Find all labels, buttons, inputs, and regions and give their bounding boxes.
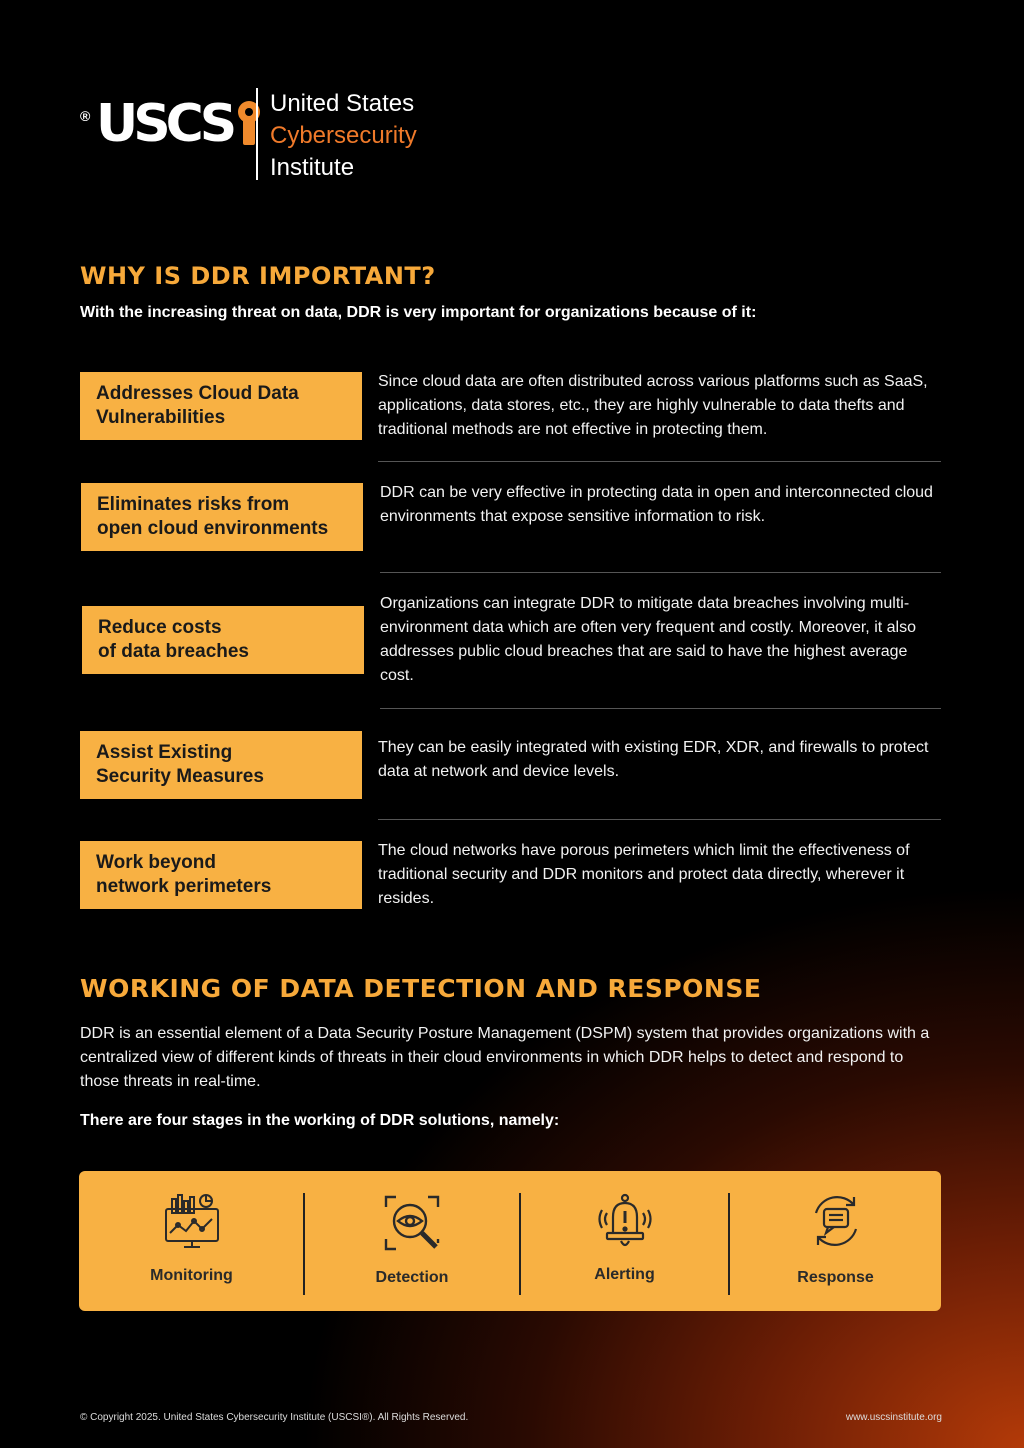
stage-alerting <box>521 1171 728 1311</box>
stage-monitoring <box>79 1171 304 1311</box>
row-divider <box>380 572 941 573</box>
stages-intro: There are four stages in the working of DDR solutions, namely: <box>80 1112 560 1129</box>
why-row-title-line: of data breaches <box>98 641 249 662</box>
stage-label: Alerting <box>594 1266 655 1283</box>
response-cycle-icon <box>806 1191 866 1251</box>
why-row-title-line: Eliminates risks from <box>97 494 290 515</box>
logo-mark <box>96 94 260 154</box>
stage-label: Response <box>797 1269 874 1286</box>
working-heading: WORKING OF DATA DETECTION AND RESPONSE <box>80 974 762 1003</box>
stage-label: Monitoring <box>150 1267 233 1284</box>
why-row-title-line: network perimeters <box>96 876 272 897</box>
row-divider <box>378 461 941 462</box>
row-divider <box>380 708 941 709</box>
working-paragraph: DDR is an essential element of a Data Security Posture Management (DSPM) system that provides organizations with a centralized view of different kinds of threats in their cloud environments in which DDR helps to detect and respond to those threats in real-time. <box>80 1025 930 1090</box>
footer-url[interactable]: www.uscsinstitute.org <box>845 1412 942 1423</box>
logo-line-1: United States <box>270 90 415 117</box>
why-row-text: Organizations can integrate DDR to mitigate data breaches involving multi-environment data which are often very frequent and costly. Moreover, it also addresses public cloud breaches that are said to have the highest average cost. <box>380 595 916 684</box>
why-row-title <box>81 483 363 551</box>
why-row-title-line: Addresses Cloud Data <box>96 383 299 404</box>
stage-label: Detection <box>375 1269 449 1286</box>
why-row-title <box>82 606 364 674</box>
why-row-title <box>80 372 362 440</box>
why-row-text: They can be easily integrated with existing EDR, XDR, and firewalls to protect data at network and device levels. <box>378 739 929 780</box>
why-row-title <box>80 841 362 909</box>
why-row-text: The cloud networks have porous perimeters which limit the effectiveness of traditional security and DDR monitors and protect data directly, wherever it resides. <box>378 842 910 907</box>
why-intro: With the increasing threat on data, DDR is very important for organizations because of it: <box>80 304 757 321</box>
why-row-title-line: Work beyond <box>96 852 216 873</box>
why-row-title <box>80 731 362 799</box>
eye-magnifier-icon <box>382 1193 442 1253</box>
stage-detection <box>305 1171 519 1311</box>
logo-line-2: Cybersecurity <box>270 122 417 149</box>
stage-response <box>730 1171 941 1311</box>
logo-name <box>270 88 417 184</box>
alert-bell-icon <box>595 1193 655 1253</box>
monitoring-dashboard-icon <box>162 1191 222 1251</box>
why-row-title-line: Security Measures <box>96 766 264 787</box>
registered-mark: ® <box>80 108 91 124</box>
logo-line-3: Institute <box>270 154 355 181</box>
why-row-text: DDR can be very effective in protecting data in open and interconnected cloud environments that expose sensitive information to risk. <box>380 484 933 525</box>
why-row-title-line: Assist Existing <box>96 742 233 763</box>
why-row-title-line: Vulnerabilities <box>96 407 226 428</box>
logo-mark-text: USCS <box>96 94 233 154</box>
why-row-title-line: open cloud environments <box>97 518 329 539</box>
why-row-text: Since cloud data are often distributed across various platforms such as SaaS, applications, data stores, etc., they are highly vulnerable to data thefts and traditional methods are not effective in protecting them. <box>378 373 928 438</box>
why-heading: WHY IS DDR IMPORTANT? <box>80 262 436 290</box>
stages-panel <box>79 1171 941 1311</box>
footer-copyright: © Copyright 2025. United States Cybersecurity Institute (USCSI®). All Rights Reserved. <box>80 1412 469 1423</box>
why-row-title-line: Reduce costs <box>98 617 222 638</box>
logo-divider <box>256 88 258 180</box>
row-divider <box>378 819 941 820</box>
